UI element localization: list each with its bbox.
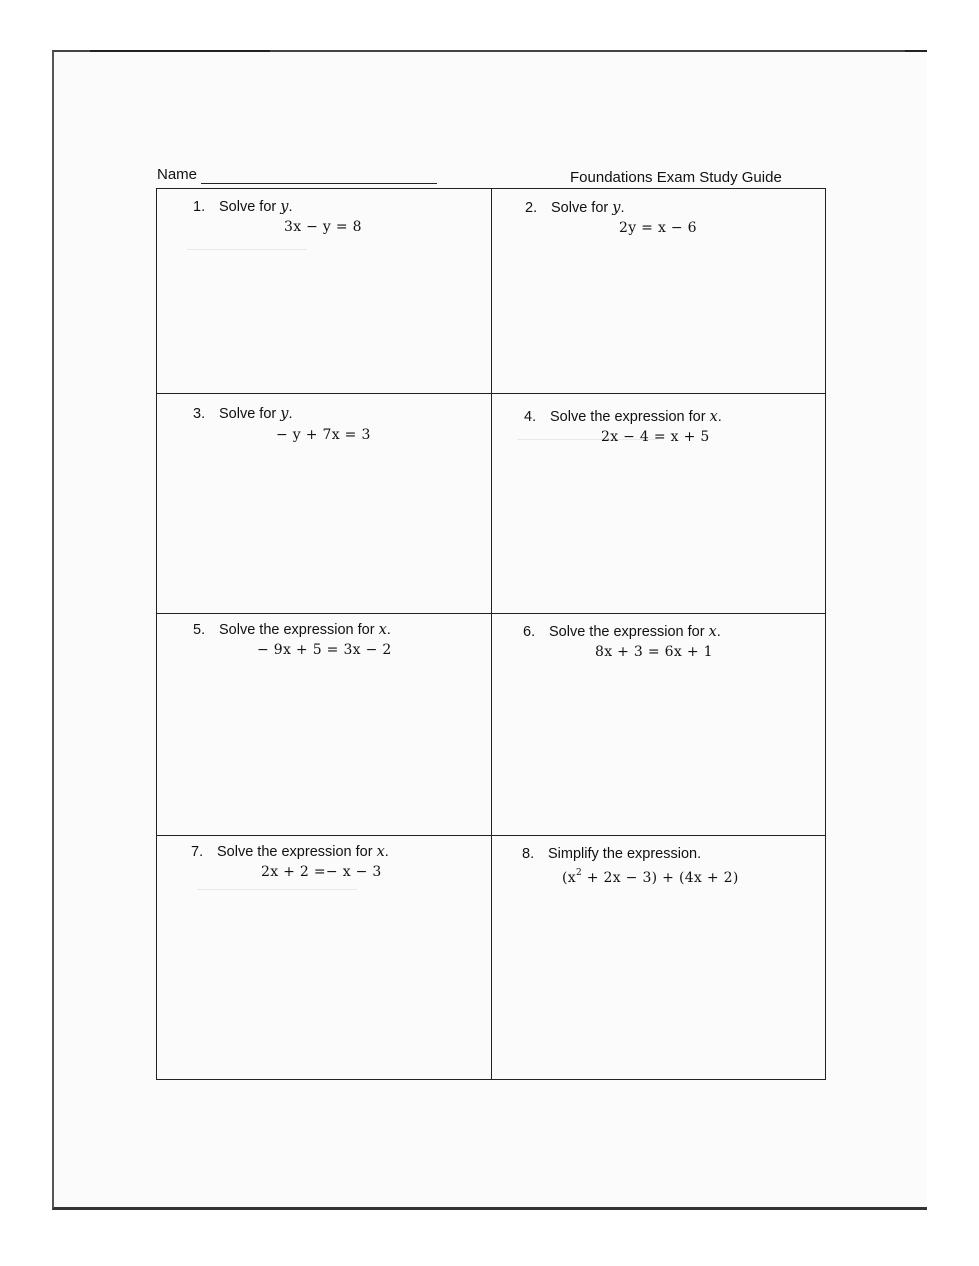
problem-text: Solve the expression for: [550, 409, 710, 425]
grid-divider: [157, 613, 825, 614]
bleed-through-mark: [187, 249, 307, 250]
problem-number: 2.: [525, 200, 538, 216]
problem-1-equation: 3x − y = 8: [284, 219, 362, 235]
problem-number: 7.: [191, 844, 204, 860]
problem-number: 5.: [193, 622, 206, 638]
problem-punctuation: .: [384, 844, 389, 860]
problem-5-prompt: [193, 622, 391, 638]
problem-text: Solve the expression for: [549, 624, 709, 640]
problem-text: Simplify the expression.: [548, 846, 702, 862]
equation-part: + 2x − 3) + (4x + 2): [582, 870, 739, 886]
problem-punctuation: .: [386, 622, 391, 638]
problem-variable: y: [280, 406, 289, 422]
problem-variable: y: [612, 200, 621, 216]
grid-divider: [157, 835, 825, 836]
problem-punctuation: .: [288, 199, 293, 215]
problem-number: 6.: [523, 624, 536, 640]
problem-8-equation: [562, 870, 739, 886]
problem-number: 8.: [522, 846, 535, 862]
problem-8-prompt: [522, 846, 701, 862]
problem-text: Solve the expression for: [217, 844, 377, 860]
page-title: Foundations Exam Study Guide: [570, 169, 782, 186]
problem-punctuation: .: [716, 624, 721, 640]
problem-variable: x: [378, 622, 387, 638]
problem-variable: x: [709, 409, 718, 425]
bleed-through-mark: [197, 889, 357, 890]
exponent: 2: [575, 868, 582, 878]
problem-variable: x: [376, 844, 385, 860]
problem-7-prompt: [191, 844, 389, 860]
page-edge-line: [905, 50, 927, 52]
problem-2-equation: 2y = x − 6: [619, 220, 697, 236]
problem-4-prompt: [524, 409, 722, 425]
problem-variable: y: [280, 199, 289, 215]
problem-number: 1.: [193, 199, 206, 215]
problem-number: 3.: [193, 406, 206, 422]
problem-text: Solve for: [551, 200, 613, 216]
problem-4-equation: 2x − 4 = x + 5: [601, 429, 710, 445]
problem-grid: [156, 188, 826, 1080]
problem-punctuation: .: [620, 200, 625, 216]
problem-2-prompt: [525, 200, 624, 216]
problem-1-prompt: [193, 199, 292, 215]
equation-part: (x: [562, 870, 576, 886]
problem-3-equation: − y + 7x = 3: [276, 427, 371, 443]
problem-6-prompt: [523, 624, 721, 640]
page-edge-line: [90, 50, 270, 52]
problem-text: Solve for: [219, 406, 281, 422]
problem-punctuation: .: [717, 409, 722, 425]
problem-variable: x: [708, 624, 717, 640]
problem-text: Solve for: [219, 199, 281, 215]
problem-6-equation: 8x + 3 = 6x + 1: [595, 644, 713, 660]
name-label: Name: [157, 166, 198, 183]
grid-divider: [491, 189, 492, 1079]
problem-3-prompt: [193, 406, 292, 422]
problem-7-equation: 2x + 2 =− x − 3: [261, 864, 382, 880]
problem-text: Solve the expression for: [219, 622, 379, 638]
problem-5-equation: − 9x + 5 = 3x − 2: [257, 642, 392, 658]
name-blank-line: [201, 183, 437, 184]
problem-punctuation: .: [288, 406, 293, 422]
grid-divider: [157, 393, 825, 394]
problem-number: 4.: [524, 409, 537, 425]
